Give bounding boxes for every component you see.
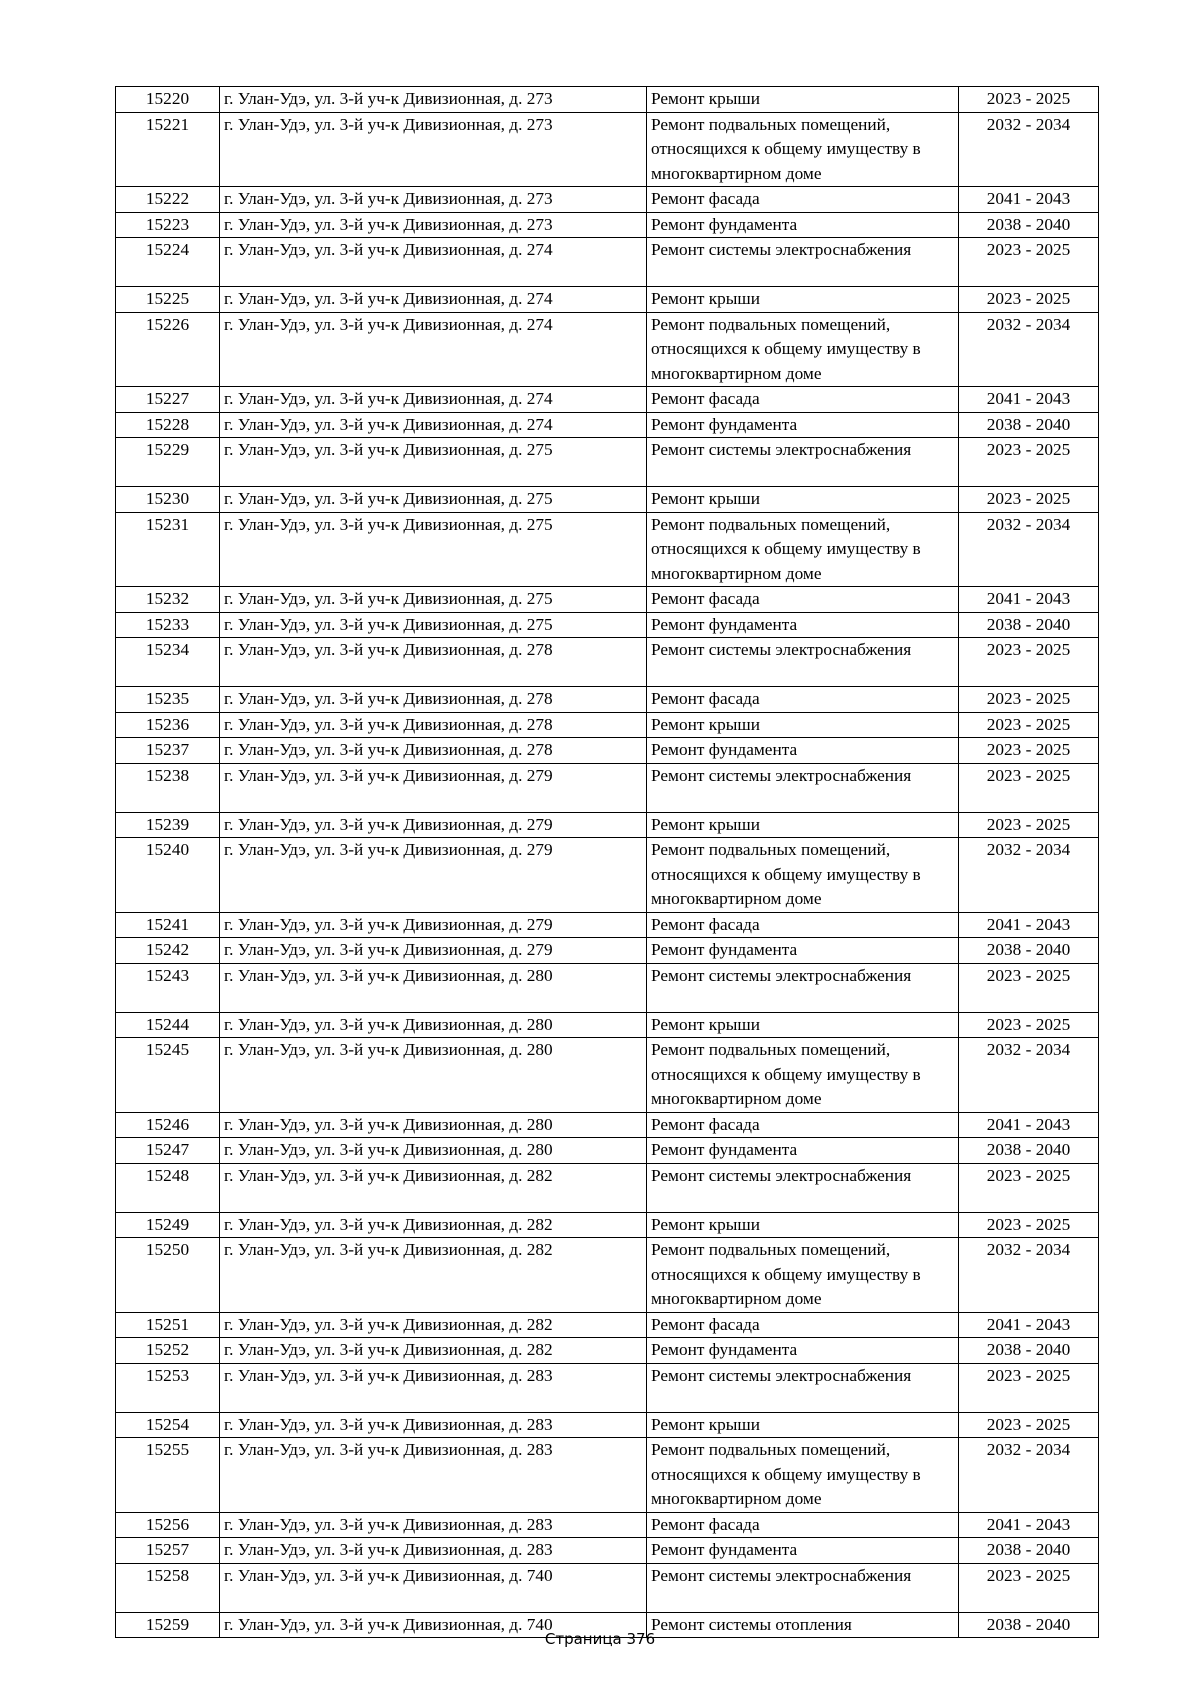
table-row [116, 912, 1099, 938]
address-cell: г. Улан-Удэ, ул. 3-й уч-к Дивизионная, д. 274 [220, 238, 647, 287]
work-type-cell: Ремонт фасада [647, 1112, 959, 1138]
row-number-cell: 15243 [116, 963, 220, 1012]
address-cell: г. Улан-Удэ, ул. 3-й уч-к Дивизионная, д. 282 [220, 1212, 647, 1238]
table-row [116, 763, 1099, 812]
work-type-cell: Ремонт фундамента [647, 1138, 959, 1164]
row-number-cell: 15233 [116, 612, 220, 638]
address-cell: г. Улан-Удэ, ул. 3-й уч-к Дивизионная, д. 274 [220, 387, 647, 413]
row-number-cell: 15248 [116, 1163, 220, 1212]
table-row [116, 738, 1099, 764]
table-row [116, 112, 1099, 187]
row-number-cell: 15231 [116, 512, 220, 587]
table-row [116, 1312, 1099, 1338]
table-row [116, 287, 1099, 313]
work-type-cell: Ремонт подвальных помещений, относящихся к общему имуществу в многоквартирном доме [647, 312, 959, 387]
row-number-cell: 15249 [116, 1212, 220, 1238]
work-type-cell: Ремонт системы электроснабжения [647, 763, 959, 812]
address-cell: г. Улан-Удэ, ул. 3-й уч-к Дивизионная, д. 278 [220, 712, 647, 738]
address-cell: г. Улан-Удэ, ул. 3-й уч-к Дивизионная, д. 274 [220, 287, 647, 313]
work-type-cell: Ремонт крыши [647, 287, 959, 313]
table-row [116, 1438, 1099, 1513]
work-type-cell: Ремонт крыши [647, 712, 959, 738]
table-row [116, 587, 1099, 613]
row-number-cell: 15253 [116, 1363, 220, 1412]
table-row [116, 938, 1099, 964]
row-number-cell: 15227 [116, 387, 220, 413]
address-cell: г. Улан-Удэ, ул. 3-й уч-к Дивизионная, д. 740 [220, 1612, 647, 1638]
period-cell: 2023 - 2025 [959, 1412, 1099, 1438]
row-number-cell: 15244 [116, 1012, 220, 1038]
address-cell: г. Улан-Удэ, ул. 3-й уч-к Дивизионная, д. 282 [220, 1312, 647, 1338]
work-type-cell: Ремонт подвальных помещений, относящихся к общему имуществу в многоквартирном доме [647, 838, 959, 913]
table-row [116, 687, 1099, 713]
period-cell: 2041 - 2043 [959, 1512, 1099, 1538]
row-number-cell: 15259 [116, 1612, 220, 1638]
period-cell: 2038 - 2040 [959, 612, 1099, 638]
table-row [116, 712, 1099, 738]
address-cell: г. Улан-Удэ, ул. 3-й уч-к Дивизионная, д. 275 [220, 512, 647, 587]
work-type-cell: Ремонт системы электроснабжения [647, 1563, 959, 1612]
period-cell: 2032 - 2034 [959, 312, 1099, 387]
table-row [116, 312, 1099, 387]
period-cell: 2023 - 2025 [959, 238, 1099, 287]
table-row [116, 387, 1099, 413]
work-type-cell: Ремонт фасада [647, 387, 959, 413]
table-row [116, 1038, 1099, 1113]
row-number-cell: 15224 [116, 238, 220, 287]
work-type-cell: Ремонт фасада [647, 687, 959, 713]
address-cell: г. Улан-Удэ, ул. 3-й уч-к Дивизионная, д. 283 [220, 1412, 647, 1438]
period-cell: 2041 - 2043 [959, 187, 1099, 213]
period-cell: 2038 - 2040 [959, 212, 1099, 238]
work-type-cell: Ремонт фасада [647, 1312, 959, 1338]
period-cell: 2023 - 2025 [959, 687, 1099, 713]
period-cell: 2041 - 2043 [959, 1112, 1099, 1138]
row-number-cell: 15228 [116, 412, 220, 438]
work-type-cell: Ремонт крыши [647, 87, 959, 113]
work-type-cell: Ремонт подвальных помещений, относящихся к общему имуществу в многоквартирном доме [647, 512, 959, 587]
address-cell: г. Улан-Удэ, ул. 3-й уч-к Дивизионная, д. 279 [220, 912, 647, 938]
work-type-cell: Ремонт системы электроснабжения [647, 1163, 959, 1212]
table-row [116, 87, 1099, 113]
period-cell: 2032 - 2034 [959, 1438, 1099, 1513]
work-type-cell: Ремонт системы электроснабжения [647, 238, 959, 287]
work-type-cell: Ремонт фасада [647, 912, 959, 938]
work-type-cell: Ремонт фасада [647, 187, 959, 213]
period-cell: 2038 - 2040 [959, 1612, 1099, 1638]
period-cell: 2023 - 2025 [959, 712, 1099, 738]
address-cell: г. Улан-Удэ, ул. 3-й уч-к Дивизионная, д. 280 [220, 1112, 647, 1138]
period-cell: 2023 - 2025 [959, 438, 1099, 487]
row-number-cell: 15236 [116, 712, 220, 738]
table-row [116, 438, 1099, 487]
table-row [116, 212, 1099, 238]
row-number-cell: 15223 [116, 212, 220, 238]
row-number-cell: 15229 [116, 438, 220, 487]
work-type-cell: Ремонт системы электроснабжения [647, 1363, 959, 1412]
row-number-cell: 15250 [116, 1238, 220, 1313]
table-row [116, 1238, 1099, 1313]
table-row [116, 487, 1099, 513]
row-number-cell: 15234 [116, 638, 220, 687]
period-cell: 2023 - 2025 [959, 287, 1099, 313]
period-cell: 2038 - 2040 [959, 938, 1099, 964]
address-cell: г. Улан-Удэ, ул. 3-й уч-к Дивизионная, д. 282 [220, 1238, 647, 1313]
table-row [116, 512, 1099, 587]
work-type-cell: Ремонт подвальных помещений, относящихся к общему имуществу в многоквартирном доме [647, 1238, 959, 1313]
work-type-cell: Ремонт системы электроснабжения [647, 963, 959, 1012]
period-cell: 2023 - 2025 [959, 1563, 1099, 1612]
work-type-cell: Ремонт фундамента [647, 412, 959, 438]
table-row [116, 1163, 1099, 1212]
address-cell: г. Улан-Удэ, ул. 3-й уч-к Дивизионная, д. 280 [220, 1038, 647, 1113]
period-cell: 2023 - 2025 [959, 1012, 1099, 1038]
period-cell: 2023 - 2025 [959, 638, 1099, 687]
period-cell: 2023 - 2025 [959, 487, 1099, 513]
address-cell: г. Улан-Удэ, ул. 3-й уч-к Дивизионная, д. 740 [220, 1563, 647, 1612]
address-cell: г. Улан-Удэ, ул. 3-й уч-к Дивизионная, д. 275 [220, 438, 647, 487]
work-type-cell: Ремонт системы электроснабжения [647, 438, 959, 487]
row-number-cell: 15235 [116, 687, 220, 713]
address-cell: г. Улан-Удэ, ул. 3-й уч-к Дивизионная, д. 275 [220, 587, 647, 613]
address-cell: г. Улан-Удэ, ул. 3-й уч-к Дивизионная, д. 282 [220, 1163, 647, 1212]
address-cell: г. Улан-Удэ, ул. 3-й уч-к Дивизионная, д. 278 [220, 738, 647, 764]
page-footer [0, 1630, 1200, 1648]
table-row [116, 612, 1099, 638]
address-cell: г. Улан-Удэ, ул. 3-й уч-к Дивизионная, д. 279 [220, 812, 647, 838]
table-row [116, 838, 1099, 913]
work-type-cell: Ремонт крыши [647, 1412, 959, 1438]
period-cell: 2023 - 2025 [959, 1163, 1099, 1212]
address-cell: г. Улан-Удэ, ул. 3-й уч-к Дивизионная, д. 278 [220, 638, 647, 687]
work-type-cell: Ремонт фундамента [647, 738, 959, 764]
work-type-cell: Ремонт фасада [647, 1512, 959, 1538]
table-row [116, 1012, 1099, 1038]
address-cell: г. Улан-Удэ, ул. 3-й уч-к Дивизионная, д. 275 [220, 612, 647, 638]
row-number-cell: 15251 [116, 1312, 220, 1338]
table-row [116, 1138, 1099, 1164]
row-number-cell: 15239 [116, 812, 220, 838]
address-cell: г. Улан-Удэ, ул. 3-й уч-к Дивизионная, д. 282 [220, 1338, 647, 1364]
period-cell: 2023 - 2025 [959, 963, 1099, 1012]
period-cell: 2041 - 2043 [959, 912, 1099, 938]
address-cell: г. Улан-Удэ, ул. 3-й уч-к Дивизионная, д. 273 [220, 112, 647, 187]
table-row [116, 638, 1099, 687]
table-row [116, 1563, 1099, 1612]
row-number-cell: 15254 [116, 1412, 220, 1438]
period-cell: 2023 - 2025 [959, 738, 1099, 764]
work-type-cell: Ремонт системы отопления [647, 1612, 959, 1638]
row-number-cell: 15221 [116, 112, 220, 187]
period-cell: 2038 - 2040 [959, 1138, 1099, 1164]
work-type-cell: Ремонт подвальных помещений, относящихся к общему имуществу в многоквартирном доме [647, 1438, 959, 1513]
address-cell: г. Улан-Удэ, ул. 3-й уч-к Дивизионная, д. 273 [220, 87, 647, 113]
table-row [116, 1538, 1099, 1564]
row-number-cell: 15256 [116, 1512, 220, 1538]
address-cell: г. Улан-Удэ, ул. 3-й уч-к Дивизионная, д. 274 [220, 412, 647, 438]
period-cell: 2023 - 2025 [959, 812, 1099, 838]
row-number-cell: 15252 [116, 1338, 220, 1364]
row-number-cell: 15238 [116, 763, 220, 812]
address-cell: г. Улан-Удэ, ул. 3-й уч-к Дивизионная, д. 274 [220, 312, 647, 387]
address-cell: г. Улан-Удэ, ул. 3-й уч-к Дивизионная, д. 273 [220, 187, 647, 213]
table-row [116, 1338, 1099, 1364]
row-number-cell: 15257 [116, 1538, 220, 1564]
row-number-cell: 15225 [116, 287, 220, 313]
work-type-cell: Ремонт системы электроснабжения [647, 638, 959, 687]
period-cell: 2023 - 2025 [959, 1212, 1099, 1238]
row-number-cell: 15247 [116, 1138, 220, 1164]
row-number-cell: 15240 [116, 838, 220, 913]
row-number-cell: 15226 [116, 312, 220, 387]
work-type-cell: Ремонт подвальных помещений, относящихся к общему имуществу в многоквартирном доме [647, 112, 959, 187]
period-cell: 2038 - 2040 [959, 1538, 1099, 1564]
address-cell: г. Улан-Удэ, ул. 3-й уч-к Дивизионная, д. 283 [220, 1363, 647, 1412]
work-type-cell: Ремонт фундамента [647, 212, 959, 238]
work-type-cell: Ремонт крыши [647, 812, 959, 838]
address-cell: г. Улан-Удэ, ул. 3-й уч-к Дивизионная, д. 280 [220, 963, 647, 1012]
address-cell: г. Улан-Удэ, ул. 3-й уч-к Дивизионная, д. 280 [220, 1012, 647, 1038]
row-number-cell: 15242 [116, 938, 220, 964]
work-type-cell: Ремонт крыши [647, 487, 959, 513]
address-cell: г. Улан-Удэ, ул. 3-й уч-к Дивизионная, д. 280 [220, 1138, 647, 1164]
period-cell: 2041 - 2043 [959, 587, 1099, 613]
period-cell: 2023 - 2025 [959, 763, 1099, 812]
period-cell: 2032 - 2034 [959, 1038, 1099, 1113]
address-cell: г. Улан-Удэ, ул. 3-й уч-к Дивизионная, д. 279 [220, 763, 647, 812]
table-row [116, 1212, 1099, 1238]
period-cell: 2041 - 2043 [959, 387, 1099, 413]
row-number-cell: 15258 [116, 1563, 220, 1612]
row-number-cell: 15241 [116, 912, 220, 938]
address-cell: г. Улан-Удэ, ул. 3-й уч-к Дивизионная, д. 279 [220, 938, 647, 964]
table-row [116, 238, 1099, 287]
table-row [116, 1412, 1099, 1438]
row-number-cell: 15230 [116, 487, 220, 513]
period-cell: 2041 - 2043 [959, 1312, 1099, 1338]
works-table [115, 86, 1099, 1638]
period-cell: 2023 - 2025 [959, 87, 1099, 113]
work-type-cell: Ремонт фундамента [647, 612, 959, 638]
table-body [116, 87, 1099, 1638]
table-row [116, 1512, 1099, 1538]
row-number-cell: 15232 [116, 587, 220, 613]
work-type-cell: Ремонт фундамента [647, 1538, 959, 1564]
table-row [116, 1112, 1099, 1138]
address-cell: г. Улан-Удэ, ул. 3-й уч-к Дивизионная, д. 279 [220, 838, 647, 913]
row-number-cell: 15222 [116, 187, 220, 213]
work-type-cell: Ремонт подвальных помещений, относящихся к общему имуществу в многоквартирном доме [647, 1038, 959, 1113]
address-cell: г. Улан-Удэ, ул. 3-й уч-к Дивизионная, д. 275 [220, 487, 647, 513]
address-cell: г. Улан-Удэ, ул. 3-й уч-к Дивизионная, д. 283 [220, 1538, 647, 1564]
table-row [116, 187, 1099, 213]
table-row [116, 812, 1099, 838]
period-cell: 2032 - 2034 [959, 1238, 1099, 1313]
row-number-cell: 15237 [116, 738, 220, 764]
work-type-cell: Ремонт фундамента [647, 938, 959, 964]
row-number-cell: 15220 [116, 87, 220, 113]
work-type-cell: Ремонт фундамента [647, 1338, 959, 1364]
table-row [116, 1363, 1099, 1412]
period-cell: 2032 - 2034 [959, 512, 1099, 587]
row-number-cell: 15246 [116, 1112, 220, 1138]
period-cell: 2038 - 2040 [959, 412, 1099, 438]
page-number: Страница 376 [544, 1630, 656, 1648]
row-number-cell: 15255 [116, 1438, 220, 1513]
address-cell: г. Улан-Удэ, ул. 3-й уч-к Дивизионная, д. 283 [220, 1438, 647, 1513]
period-cell: 2032 - 2034 [959, 112, 1099, 187]
work-type-cell: Ремонт крыши [647, 1012, 959, 1038]
table-row [116, 412, 1099, 438]
period-cell: 2032 - 2034 [959, 838, 1099, 913]
row-number-cell: 15245 [116, 1038, 220, 1113]
period-cell: 2023 - 2025 [959, 1363, 1099, 1412]
work-type-cell: Ремонт крыши [647, 1212, 959, 1238]
work-type-cell: Ремонт фасада [647, 587, 959, 613]
address-cell: г. Улан-Удэ, ул. 3-й уч-к Дивизионная, д. 283 [220, 1512, 647, 1538]
table-row [116, 963, 1099, 1012]
address-cell: г. Улан-Удэ, ул. 3-й уч-к Дивизионная, д. 278 [220, 687, 647, 713]
period-cell: 2038 - 2040 [959, 1338, 1099, 1364]
address-cell: г. Улан-Удэ, ул. 3-й уч-к Дивизионная, д. 273 [220, 212, 647, 238]
